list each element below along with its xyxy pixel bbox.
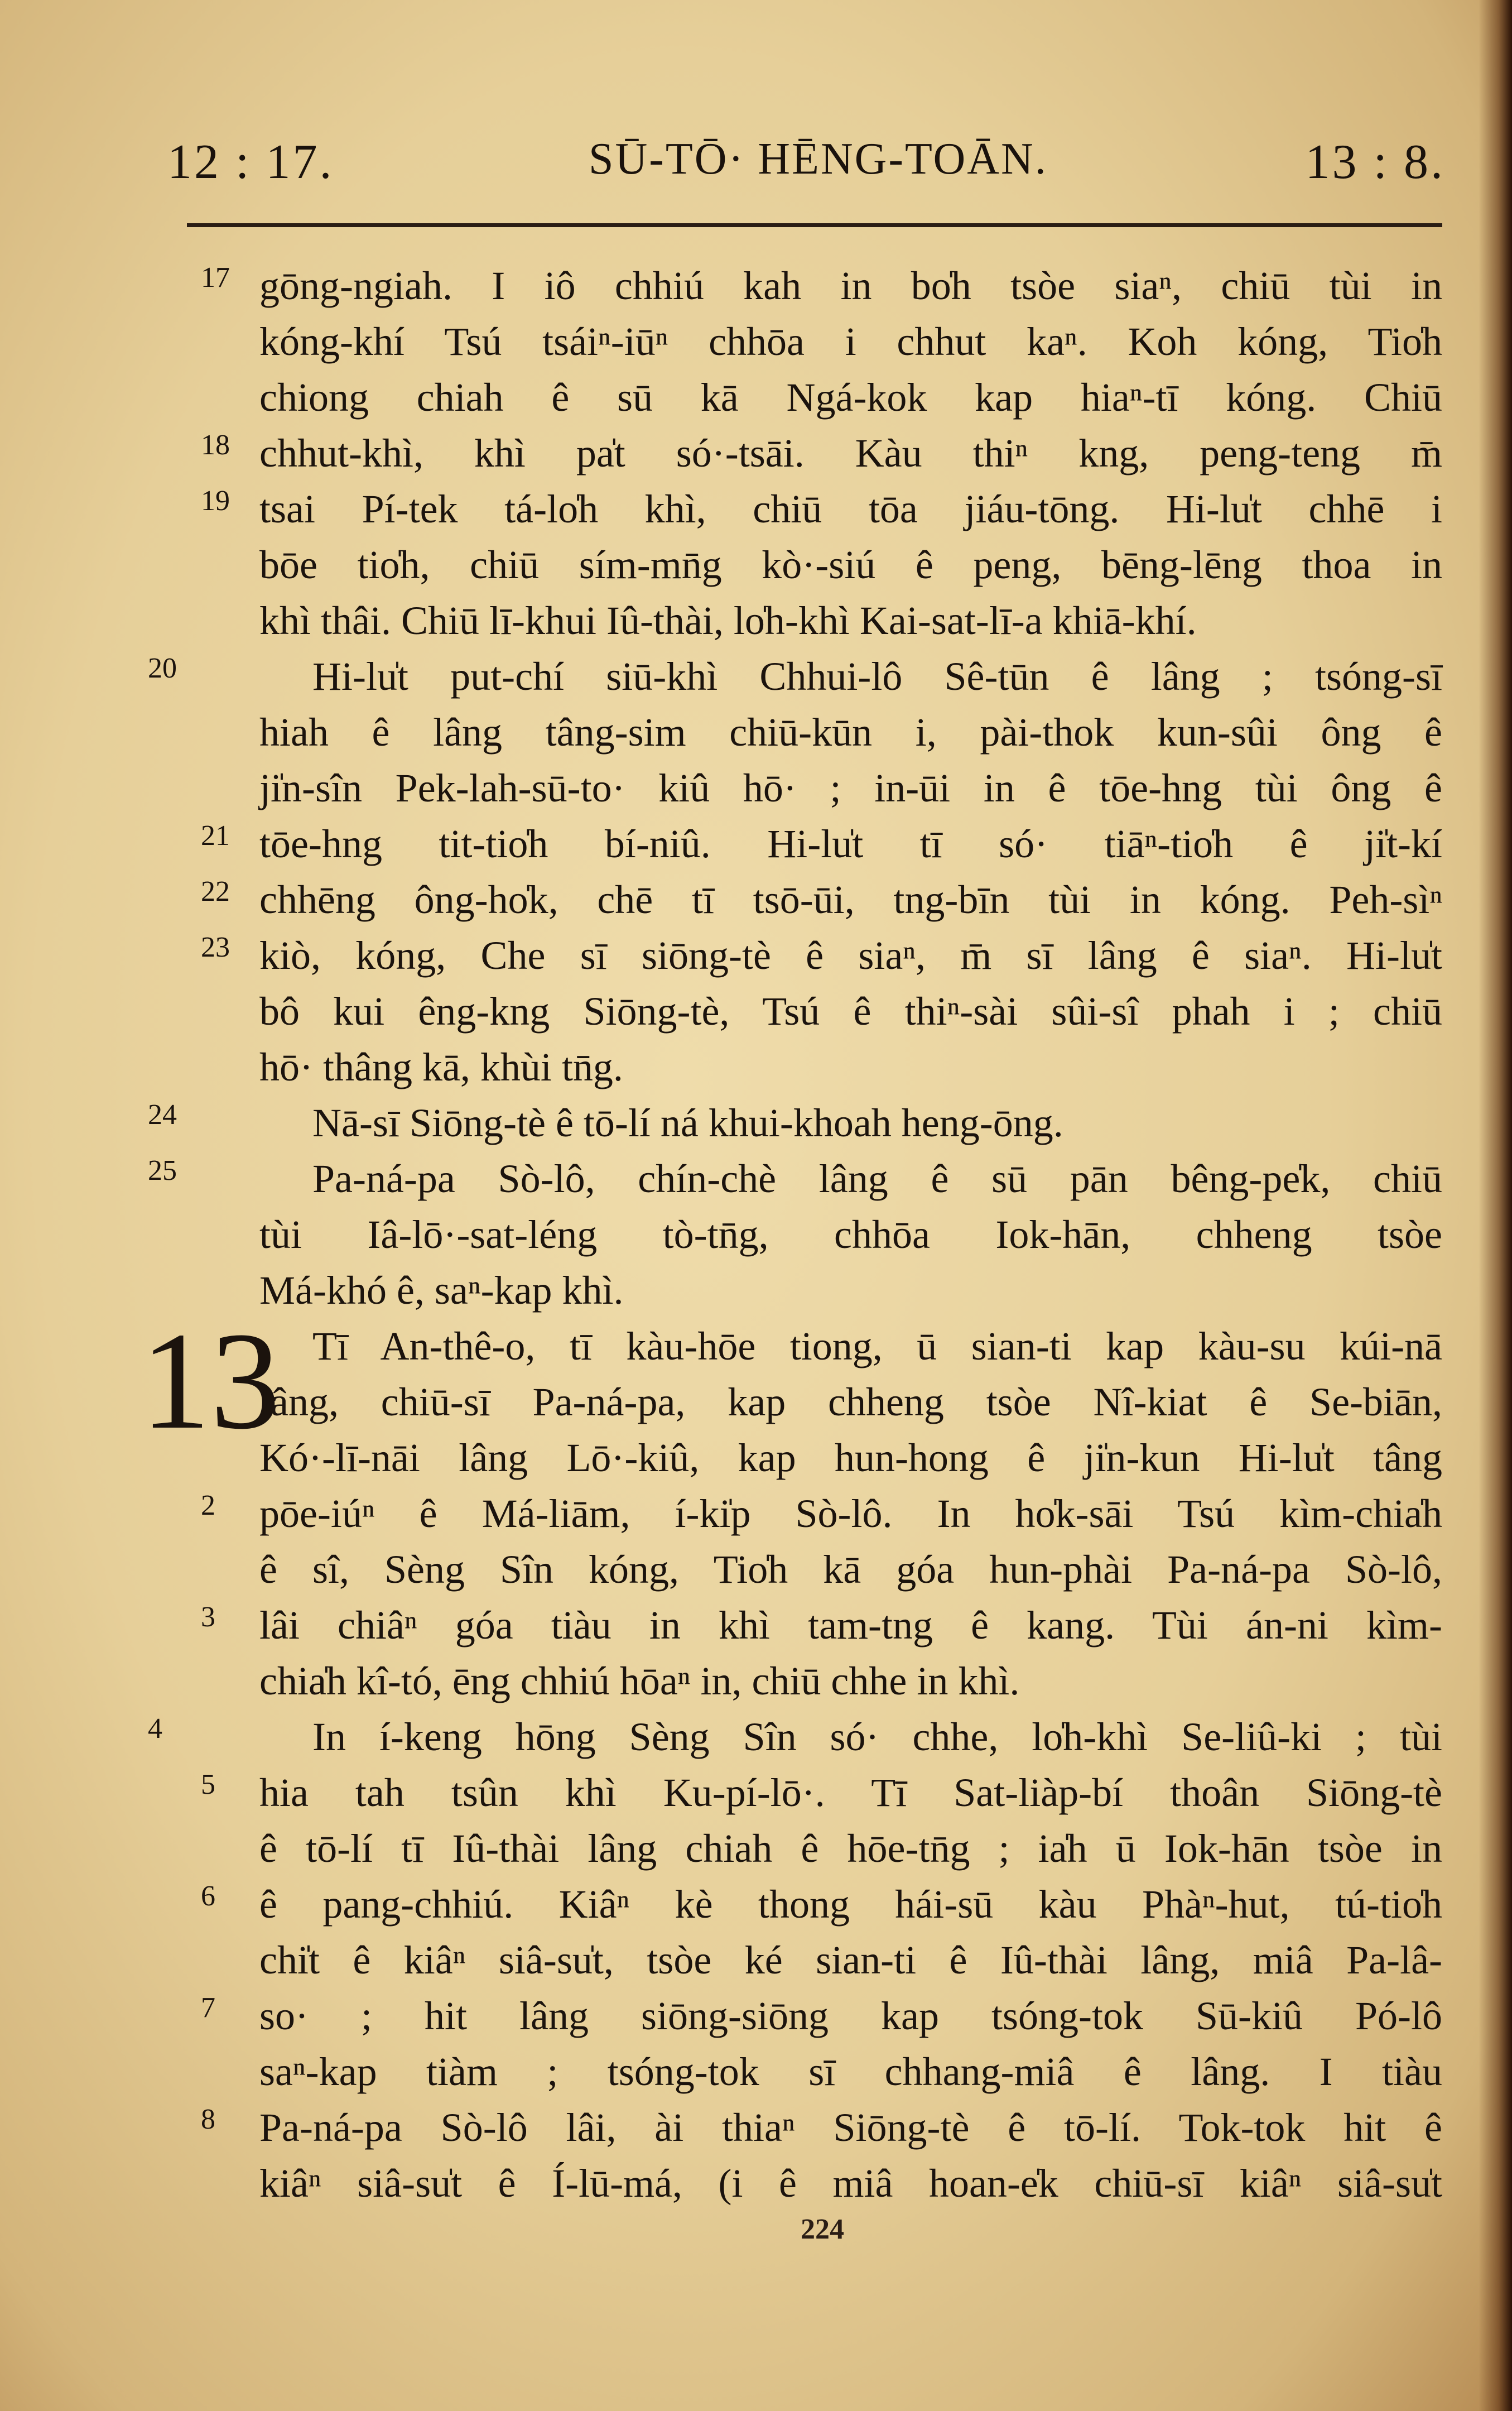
verse-number: 19 <box>201 485 230 517</box>
line-text: lâng, chiū-sī Pa-ná-pa, kap chheng tsòe Nî-kiat ê Se-biān, <box>259 1380 1442 1424</box>
text-line <box>259 1039 1442 1095</box>
text-line <box>201 258 1442 314</box>
line-text: kiâⁿ siâ-su̍t ê Í-lū-má, (i ê miâ hoan-e̍k chiū-sī kiâⁿ siâ-su̍t <box>259 2161 1442 2206</box>
line-text: chia̍h kî-tó, ēng chhiú hōaⁿ in, chiū chhe in khì. <box>259 1659 1020 1703</box>
line-text: saⁿ-kap tiàm ; tsóng-tok sī chhang-miâ ê lâng. I tiàu <box>259 2049 1442 2094</box>
text-line <box>259 1207 1442 1262</box>
line-text: lâi chiâⁿ góa tiàu in khì tam-tng ê kang. Tùi án-ni kìm- <box>259 1603 1442 1648</box>
text-line <box>201 2100 1442 2155</box>
text-line <box>259 593 1442 649</box>
line-text: so· ; hit lâng siōng-siōng kap tsóng-tok Sū-kiû Pó-lô <box>259 1994 1442 2038</box>
text-line <box>148 1709 1442 1765</box>
verse-number: 7 <box>201 1992 215 2024</box>
line-text: tsai Pí-tek tá-lo̍h khì, chiū tōa jiáu-tōng. Hi-lu̍t chhē i <box>259 487 1442 531</box>
verse-number: 6 <box>201 1880 215 1912</box>
line-text: Kó·-lī-nāi lâng Lō·-kiû, kap hun-hong ê ji̍n-kun Hi-lu̍t tâng <box>259 1435 1442 1480</box>
text-line <box>259 2155 1442 2211</box>
text-line <box>201 481 1442 537</box>
text-line <box>259 1430 1442 1486</box>
verse-number: 24 <box>148 1099 177 1131</box>
line-text: Tī An-thê-o, tī kàu-hōe tiong, ū sian-ti kap kàu-su kúi-nā <box>312 1324 1442 1368</box>
line-text: In í-keng hōng Sèng Sîn só· chhe, lo̍h-khì Se-liû-ki ; tùi <box>312 1714 1442 1759</box>
line-text: gōng-ngiah. I iô chhiú kah in bo̍h tsòe siaⁿ, chiū tùi in <box>259 263 1442 308</box>
text-line <box>148 1095 1442 1151</box>
verse-number: 8 <box>201 2103 215 2135</box>
text-line <box>148 649 1442 704</box>
verse-number: 20 <box>148 652 177 684</box>
line-text: kóng-khí Tsú tsáiⁿ-iūⁿ chhōa i chhut kaⁿ. Koh kóng, Tio̍h <box>259 319 1442 364</box>
header-right-reference: 13 : 8. <box>1305 135 1445 189</box>
text-line <box>201 1486 1442 1541</box>
verse-number: 2 <box>201 1490 215 1521</box>
header-left-reference: 12 : 17. <box>167 135 334 189</box>
line-text: hia tah tsûn khì Ku-pí-lō·. Tī Sat-liàp-bí thoân Siōng-tè <box>259 1770 1442 1815</box>
verse-number: 23 <box>201 931 230 963</box>
text-line <box>259 1821 1442 1876</box>
text-line <box>201 1597 1442 1653</box>
line-text: tùi Iâ-lō·-sat-léng tò-tn̄g, chhōa Iok-hān, chheng tsòe <box>259 1212 1442 1257</box>
line-text: khì thâi. Chiū lī-khui Iû-thài, lo̍h-khì Kai-sat-lī-a khiā-khí. <box>259 598 1197 643</box>
line-text: chhēng ông-ho̍k, chē tī tsō-ūi, tng-bīn tùi in kóng. Peh-sìⁿ <box>259 877 1442 922</box>
line-text: Hi-lu̍t put-chí siū-khì Chhui-lô Sê-tūn ê lâng ; tsóng-sī <box>312 654 1442 699</box>
text-line <box>201 1988 1442 2044</box>
line-text: chi̍t ê kiâⁿ siâ-su̍t, tsòe ké sian-ti ê Iû-thài lâng, miâ Pa-lâ- <box>259 1938 1442 1982</box>
line-text: Pa-ná-pa Sò-lô lâi, ài thiaⁿ Siōng-tè ê tō-lí. Tok-tok hit ê <box>259 2105 1442 2150</box>
text-line <box>259 314 1442 369</box>
text-line <box>259 1653 1442 1709</box>
header-rule <box>187 223 1442 227</box>
text-line <box>201 816 1442 872</box>
text-line <box>259 369 1442 425</box>
text-line <box>259 2044 1442 2100</box>
text-line <box>201 425 1442 481</box>
text-line <box>259 704 1442 760</box>
line-text: bô kui êng-kng Siōng-tè, Tsú ê thiⁿ-sài sûi-sî phah i ; chiū <box>259 989 1442 1034</box>
line-text: ê pang-chhiú. Kiâⁿ kè thong hái-sū kàu Phàⁿ-hut, tú-tio̍h <box>259 1882 1442 1927</box>
line-text: ê tō-lí tī Iû-thài lâng chiah ê hōe-tn̄g ; ia̍h ū Iok-hān tsòe in <box>259 1826 1442 1871</box>
page-edge-shadow <box>1479 0 1512 2411</box>
line-text: hō· thâng kā, khùi tn̄g. <box>259 1045 623 1089</box>
line-text: chhut-khì, khì pa̍t só·-tsāi. Kàu thiⁿ kng, peng-teng m̄ <box>259 431 1442 476</box>
line-text: Nā-sī Siōng-tè ê tō-lí ná khui-khoah heng-ōng. <box>312 1101 1063 1145</box>
header-book-title: SŪ-TŌ· HĒNG-TOĀN. <box>589 135 1048 184</box>
page-number: 224 <box>801 2213 844 2245</box>
text-line <box>259 537 1442 593</box>
line-text: hiah ê lâng tâng-sim chiū-kūn i, pài-thok kun-sûi ông ê <box>259 710 1442 755</box>
line-text: chiong chiah ê sū kā Ngá-kok kap hiaⁿ-tī kóng. Chiū <box>259 375 1442 420</box>
text-line <box>259 1541 1442 1597</box>
verse-number: 17 <box>201 262 230 294</box>
line-text: kiò, kóng, Che sī siōng-tè ê siaⁿ, m̄ sī lâng ê siaⁿ. Hi-lu̍t <box>259 933 1442 978</box>
text-line <box>259 983 1442 1039</box>
text-line <box>201 928 1442 983</box>
line-text: Má-khó ê, saⁿ-kap khì. <box>259 1268 624 1313</box>
chapter-number: 13 <box>141 1304 280 1458</box>
verse-number: 25 <box>148 1155 177 1187</box>
text-line <box>259 1262 1442 1318</box>
text-line <box>201 1765 1442 1821</box>
text-line <box>259 760 1442 816</box>
text-line <box>259 1932 1442 1988</box>
line-text: ê sî, Sèng Sîn kóng, Tio̍h kā góa hun-phài Pa-ná-pa Sò-lô, <box>259 1547 1442 1592</box>
line-text: pōe-iúⁿ ê Má-liām, í-ki̍p Sò-lô. In ho̍k-sāi Tsú kìm-chia̍h <box>259 1491 1442 1536</box>
verse-number: 4 <box>148 1713 162 1745</box>
line-text: bōe tio̍h, chiū sím-mn̄g kò·-siú ê peng, bēng-lēng thoa in <box>259 542 1442 587</box>
verse-number: 5 <box>201 1769 215 1800</box>
running-header <box>167 134 1445 195</box>
text-line <box>201 1876 1442 1932</box>
line-text: tōe-hng tit-tio̍h bí-niû. Hi-lu̍t tī só· tiāⁿ-tio̍h ê ji̍t-kí <box>259 822 1442 866</box>
verse-number: 21 <box>201 820 230 852</box>
verse-number: 22 <box>201 876 230 907</box>
text-line <box>259 1374 1442 1430</box>
text-line <box>201 872 1442 928</box>
line-text: ji̍n-sîn Pek-lah-sū-to· kiû hō· ; in-ūi in ê tōe-hng tùi ông ê <box>259 766 1442 810</box>
verse-number: 18 <box>201 429 230 461</box>
verse-number: 3 <box>201 1601 215 1633</box>
text-line <box>148 1151 1442 1207</box>
line-text: Pa-ná-pa Sò-lô, chín-chè lâng ê sū pān bêng-pe̍k, chiū <box>312 1156 1442 1201</box>
text-line <box>259 1318 1442 1374</box>
